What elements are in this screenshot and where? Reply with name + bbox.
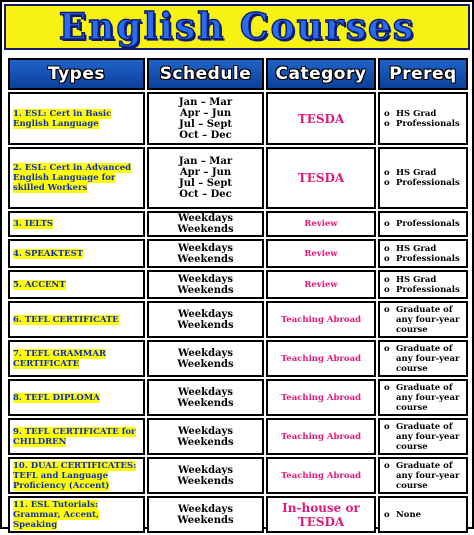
schedule-item: Oct – Dec [179,189,232,200]
category-cell [266,147,376,209]
category-label: Teaching Abroad [280,392,362,403]
bullet-icon: o [384,274,390,285]
page-title: English Courses [58,6,416,48]
table-row [8,301,468,338]
schedule-item: Apr – Jun [179,167,232,178]
category-label: Teaching Abroad [280,470,362,481]
schedule-item: Jan – Mar [178,156,233,167]
prereq-item [384,422,463,452]
category-label: Review [304,248,338,259]
prereq-cell [378,211,468,237]
prereq-cell [378,301,468,338]
schedule-item: Weekdays [178,242,233,254]
prereq-item [384,510,463,520]
schedule-item: Weekends [177,475,234,487]
category-cell [266,457,376,494]
schedule-cell [147,301,264,338]
prereq-item [384,285,463,295]
table-row [8,457,468,494]
prereq-text: Graduate of any four-year course [396,382,460,413]
course-type-cell [8,92,145,145]
table-row [8,239,468,268]
category-cell [266,418,376,455]
course-type-label: 10. DUAL CERTIFICATES: TEFL and Language Proficiency (Accent) [13,460,137,491]
header-row [8,58,468,90]
course-type-cell [8,239,145,268]
category-label: In-house or TESDA [282,500,360,529]
course-type-cell [8,457,145,494]
schedule-cell [147,211,264,237]
prereq-text: Professionals [396,253,460,264]
schedule-cell [147,147,264,209]
category-cell [266,270,376,299]
course-type-label: 9. TEFL CERTIFICATE for CHILDREN [13,426,136,447]
schedule-cell [147,418,264,455]
header-category: Category [266,58,376,90]
prereq-cell [378,270,468,299]
course-type-label: 4. SPEAKTEST [13,248,84,259]
schedule-item: Weekdays [178,347,233,359]
category-cell [266,92,376,145]
category-label: Review [304,279,338,290]
header-schedule: Schedule [147,58,264,90]
course-type-label: 5. ACCENT [13,279,66,290]
schedule-item: Weekends [177,514,234,526]
category-cell [266,340,376,377]
prereq-text: Graduate of any four-year course [396,343,460,374]
schedule-cell [147,379,264,416]
course-type-cell [8,340,145,377]
table-row [8,92,468,145]
prereq-text: HS Grad [396,274,437,285]
prereq-item [384,254,463,264]
category-cell [266,301,376,338]
bullet-icon: o [384,421,390,432]
bullet-icon: o [384,382,390,393]
prereq-cell [378,457,468,494]
prereq-text: HS Grad [396,243,437,254]
prereq-cell [378,340,468,377]
category-label: TESDA [297,111,345,126]
course-type-label: 11. ESL Tutorials: Grammar, Accent, Speaking [13,499,99,530]
prereq-text: Professionals [396,178,460,188]
prereq-item [384,119,463,129]
schedule-item: Weekdays [178,273,233,285]
table-row [8,211,468,237]
schedule-item: Weekdays [178,503,233,515]
bullet-icon: o [384,168,390,178]
prereq-item [384,109,463,119]
schedule-item: Weekends [177,397,234,409]
course-type-cell [8,379,145,416]
schedule-item: Weekdays [178,425,233,437]
category-cell [266,379,376,416]
bullet-icon: o [384,343,390,354]
prereq-item [384,168,463,178]
bullet-icon: o [384,460,390,471]
prereq-text: Graduate of any four-year course [396,460,460,491]
schedule-item: Jul – Sept [179,118,232,130]
schedule-cell [147,457,264,494]
header-prereq: Prereq [378,58,468,90]
category-label: Teaching Abroad [280,353,362,364]
course-type-label: 8. TEFL DIPLOMA [13,392,100,403]
schedule-cell [147,340,264,377]
bullet-icon: o [384,108,390,119]
course-type-cell [8,211,145,237]
course-type-cell [8,147,145,209]
table-row [8,418,468,455]
course-type-label: 7. TEFL GRAMMAR CERTIFICATE [13,348,107,369]
bullet-icon: o [384,509,390,520]
title-banner [4,4,470,50]
prereq-text: Graduate of any four-year course [396,304,460,335]
category-label: Review [304,219,338,229]
category-label: Teaching Abroad [280,431,362,442]
table-row [8,147,468,209]
schedule-item: Weekdays [178,308,233,320]
prereq-text: Graduate of any four-year course [396,421,460,452]
schedule-cell [147,270,264,299]
course-type-label: 6. TEFL CERTIFICATE [13,314,119,325]
schedule-item: Weekends [177,284,234,296]
table-row [8,340,468,377]
prereq-text: HS Grad [396,108,437,119]
category-cell [266,496,376,533]
category-cell [266,239,376,268]
prereq-item [384,275,463,285]
schedule-item: Oct – Dec [179,129,232,141]
course-type-cell [8,301,145,338]
prereq-item [384,178,463,188]
course-type-label: 1. ESL: Cert in Basic English Language [13,108,112,129]
schedule-item: Weekdays [178,386,233,398]
prereq-cell [378,147,468,209]
schedule-item: Apr – Jun [179,107,232,119]
bullet-icon: o [384,243,390,254]
bullet-icon: o [384,118,390,129]
courses-table-body [8,92,468,533]
course-type-label: 2. ESL: Cert in Advanced English Language for skilled Workers [13,163,132,193]
prereq-text: HS Grad [396,168,437,178]
bullet-icon: o [384,253,390,264]
schedule-item: Weekdays [178,464,233,476]
course-type-label: 3. IELTS [13,219,54,229]
courses-table [6,56,470,535]
table-row [8,496,468,533]
prereq-item [384,344,463,374]
course-type-cell [8,270,145,299]
category-cell [266,211,376,237]
prereq-item [384,219,463,229]
schedule-item: Weekends [177,319,234,331]
prereq-item [384,244,463,254]
prereq-text: Professionals [396,118,460,129]
category-label: Teaching Abroad [280,314,362,325]
course-type-cell [8,496,145,533]
course-type-cell [8,418,145,455]
prereq-cell [378,496,468,533]
prereq-item [384,461,463,491]
schedule-cell [147,496,264,533]
category-label: TESDA [297,171,345,185]
prereq-cell [378,92,468,145]
prereq-item [384,383,463,413]
schedule-cell [147,239,264,268]
schedule-cell [147,92,264,145]
prereq-cell [378,379,468,416]
schedule-item: Weekdays [178,213,233,224]
table-row [8,379,468,416]
schedule-item: Jan – Mar [178,96,233,108]
schedule-item: Jul – Sept [179,178,232,189]
prereq-text: None [396,509,422,520]
prereq-text: Professionals [396,219,460,229]
prereq-text: Professionals [396,284,460,295]
prereq-item [384,305,463,335]
table-row [8,270,468,299]
bullet-icon: o [384,304,390,315]
bullet-icon: o [384,178,390,188]
prereq-cell [378,418,468,455]
bullet-icon: o [384,219,390,229]
prereq-cell [378,239,468,268]
bullet-icon: o [384,284,390,295]
schedule-item: Weekends [177,358,234,370]
header-types: Types [8,58,145,90]
schedule-item: Weekends [177,436,234,448]
schedule-item: Weekends [177,253,234,265]
schedule-item: Weekends [177,224,234,235]
